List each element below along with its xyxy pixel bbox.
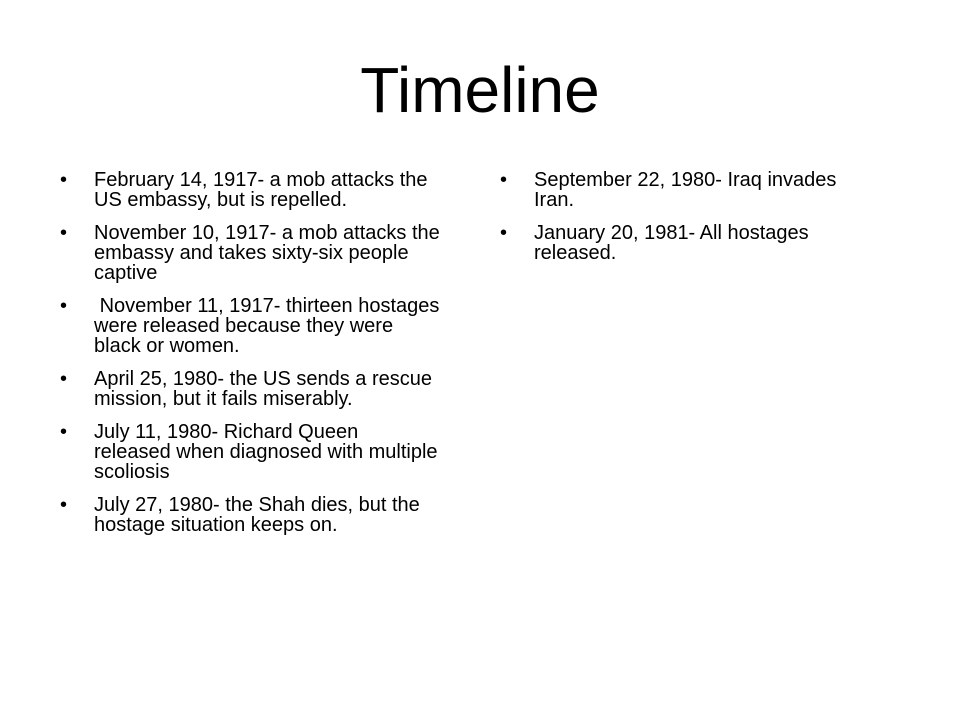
bullet-icon: • xyxy=(60,421,68,443)
list-item xyxy=(60,495,440,535)
left-bullet-list xyxy=(60,169,446,536)
list-item-text: January 20, 1981- All hostages released. xyxy=(534,222,815,264)
slide-title: Timeline xyxy=(360,54,600,126)
list-item-text: November 11, 1917- thirteen hostages were released because they were black or women. xyxy=(94,295,445,357)
list-item-text: September 22, 1980- Iraq invades Iran. xyxy=(534,169,842,211)
list-item-text: July 27, 1980- the Shah dies, but the hostage situation keeps on. xyxy=(94,494,426,536)
list-item xyxy=(60,170,440,210)
bullet-icon: • xyxy=(60,368,68,390)
right-bullet-list xyxy=(500,170,880,263)
list-item xyxy=(60,369,440,409)
bullet-icon: • xyxy=(60,295,68,317)
list-item-text: April 25, 1980- the US sends a rescue mission, but it fails miserably. xyxy=(94,368,438,410)
list-item xyxy=(60,421,444,483)
list-item xyxy=(500,223,880,263)
bullet-icon: • xyxy=(500,169,508,191)
bullet-icon: • xyxy=(60,222,68,244)
list-item-text: February 14, 1917- a mob attacks the US embassy, but is repelled. xyxy=(94,169,434,211)
left-column xyxy=(60,169,446,548)
list-item xyxy=(60,295,445,357)
list-item-text: November 10, 1917- a mob attacks the embassy and takes sixty-six people captive xyxy=(94,222,446,284)
list-item xyxy=(500,170,880,210)
list-item-text: July 11, 1980- Richard Queen released when diagnosed with multiple scoliosis xyxy=(94,421,444,483)
bullet-icon: • xyxy=(500,222,508,244)
bullet-icon: • xyxy=(60,169,68,191)
list-item xyxy=(60,222,446,284)
bullet-icon: • xyxy=(60,494,68,516)
right-column xyxy=(500,170,880,276)
